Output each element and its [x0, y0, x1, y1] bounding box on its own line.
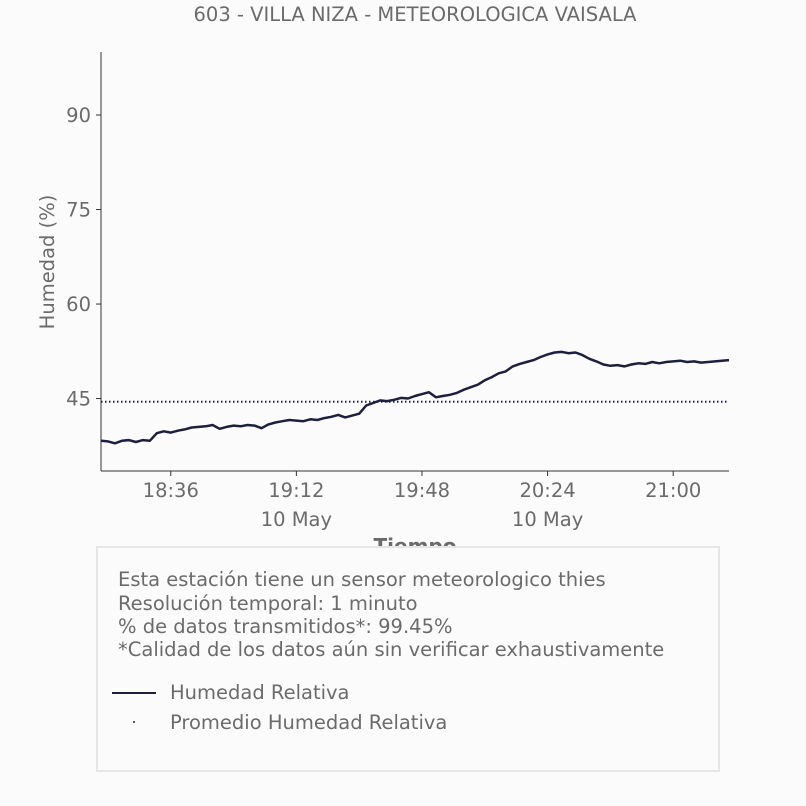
x-tick-label: 21:00	[645, 479, 702, 502]
y-tick-label: 45	[66, 387, 91, 411]
x-tick-label: 19:12	[268, 479, 325, 502]
legend-dot-marker	[133, 721, 135, 723]
y-tick-label: 75	[66, 198, 91, 222]
legend-promedio-humedad: Promedio Humedad Relativa	[170, 711, 448, 734]
x-date-label: 10 May	[260, 508, 333, 531]
y-tick-label: 60	[66, 293, 91, 317]
axes	[66, 52, 729, 531]
data-quality-note: *Calidad de los datos aún sin verificar exhaustivamente	[118, 638, 665, 661]
station-sensor-text: Esta estación tiene un sensor meteorologico thies	[118, 568, 606, 591]
humidity-series-line	[101, 352, 729, 443]
legend-line-marker	[112, 692, 156, 694]
x-tick-label: 20:24	[519, 479, 576, 502]
resolution-text: Resolución temporal: 1 minuto	[118, 592, 418, 615]
x-date-label: 10 May	[511, 508, 584, 531]
transmitted-data-text: % de datos transmitidos*: 99.45%	[118, 615, 453, 638]
y-tick-label: 90	[66, 104, 91, 128]
chart-title: 603 - VILLA NIZA - METEOROLOGICA VAISALA	[193, 3, 637, 26]
legend-humedad-relativa: Humedad Relativa	[170, 681, 350, 704]
info-box	[96, 546, 720, 772]
x-tick-label: 18:36	[142, 479, 199, 502]
x-tick-label: 19:48	[393, 479, 451, 502]
y-axis-label: Humedad (%)	[36, 194, 59, 330]
plot-area	[101, 352, 729, 443]
